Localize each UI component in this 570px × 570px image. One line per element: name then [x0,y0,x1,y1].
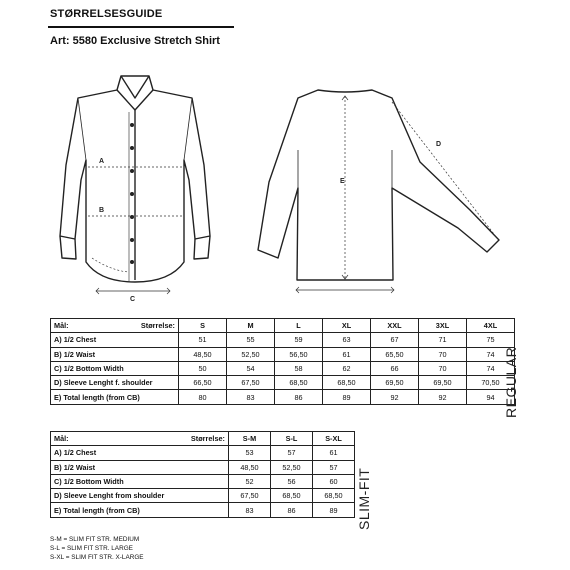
table-cell: 74 [467,347,515,361]
table-row [51,333,515,347]
table-cell: 74 [467,361,515,375]
table-cell: 52,50 [227,347,275,361]
label-b: B [99,207,105,214]
table-cell: 68,50 [313,489,355,503]
regular-header-row [51,319,515,333]
table-cell: 83 [229,503,271,517]
row-label: B) 1/2 Waist [51,347,179,361]
table-cell: 69,50 [419,376,467,390]
table-cell: 52,50 [271,460,313,474]
size-header: M [227,319,275,333]
table-cell: 53 [229,446,271,460]
shirt-buttons [130,123,134,264]
table-cell: 48,50 [229,460,271,474]
table-cell: 89 [323,390,371,404]
table-cell: 62 [323,361,371,375]
regular-size-table [50,318,515,405]
table-cell: 68,50 [323,376,371,390]
table-cell: 56,50 [275,347,323,361]
table-cell: 69,50 [371,376,419,390]
size-header: S-M [229,432,271,446]
row-label: C) 1/2 Bottom Width [51,361,179,375]
table-row [51,361,515,375]
table-cell: 83 [227,390,275,404]
row-label: D) Sleeve Lenght f. shoulder [51,376,179,390]
table-cell: 60 [313,474,355,488]
table-cell: 92 [419,390,467,404]
table-cell: 70 [419,361,467,375]
table-cell: 67 [371,333,419,347]
table-cell: 61 [323,347,371,361]
table-cell: 50 [179,361,227,375]
shirt-back-drawing [258,90,499,280]
legend-item: S-XL = SLIM FIT STR. X-LARGE [50,554,144,561]
slim-fit-size-table [50,431,355,518]
table-row [51,390,515,404]
row-label: A) 1/2 Chest [51,333,179,347]
shirt-front-drawing [60,76,210,282]
size-legend [50,535,144,562]
row-label: A) 1/2 Chest [51,446,229,460]
size-header: XL [323,319,371,333]
table-cell: 94 [467,390,515,404]
table-cell: 75 [467,333,515,347]
table-cell: 71 [419,333,467,347]
header-maal: Mål: [54,434,69,444]
label-e: E [340,178,345,185]
size-header: 4XL [467,319,515,333]
table-cell: 65,50 [371,347,419,361]
table-row [51,474,355,488]
legend-item: S-L = SLIM FIT STR. LARGE [50,545,133,552]
measure-lines-back [296,96,497,293]
table-cell: 55 [227,333,275,347]
slim-fit-side-label: SLIM-FIT [356,467,372,530]
table-cell: 67,50 [229,489,271,503]
regular-side-label: REGULAR [503,346,519,418]
header-maal: Mål: [54,321,69,331]
table-cell: 80 [179,390,227,404]
label-c: C [130,296,136,303]
table-cell: 59 [275,333,323,347]
table-cell: 54 [227,361,275,375]
slim-header-label [51,432,229,446]
table-cell: 68,50 [271,489,313,503]
row-label: D) Sleeve Lenght from shoulder [51,489,229,503]
table-cell: 66,50 [179,376,227,390]
regular-header-label [51,319,179,333]
label-a: A [99,158,105,165]
table-cell: 70,50 [467,376,515,390]
row-label: E) Total length (from CB) [51,503,229,517]
table-cell: 61 [313,446,355,460]
header-stoerrelse: Størrelse: [140,321,175,331]
row-label: E) Total length (from CB) [51,390,179,404]
slim-header-row [51,432,355,446]
table-cell: 57 [271,446,313,460]
table-cell: 63 [323,333,371,347]
label-d: D [436,141,442,148]
table-cell: 51 [179,333,227,347]
table-row [51,347,515,361]
legend-item: S-M = SLIM FIT STR. MEDIUM [50,536,140,543]
table-cell: 92 [371,390,419,404]
table-cell: 86 [271,503,313,517]
table-row [51,489,355,503]
table-cell: 70 [419,347,467,361]
table-cell: 66 [371,361,419,375]
table-cell: 67,50 [227,376,275,390]
size-header: 3XL [419,319,467,333]
table-row [51,446,355,460]
table-cell: 58 [275,361,323,375]
table-row [51,460,355,474]
size-header: S-L [271,432,313,446]
size-header: S-XL [313,432,355,446]
size-header: XXL [371,319,419,333]
size-header: L [275,319,323,333]
page-title: STØRRELSESGUIDE [50,8,163,20]
table-cell: 48,50 [179,347,227,361]
table-row [51,503,355,517]
table-cell: 86 [275,390,323,404]
table-cell: 52 [229,474,271,488]
row-label: B) 1/2 Waist [51,460,229,474]
table-row [51,376,515,390]
table-cell: 57 [313,460,355,474]
row-label: C) 1/2 Bottom Width [51,474,229,488]
article-name: Art: 5580 Exclusive Stretch Shirt [50,35,220,47]
size-header: S [179,319,227,333]
header-stoerrelse: Størrelse: [190,434,225,444]
table-cell: 68,50 [275,376,323,390]
table-cell: 56 [271,474,313,488]
table-cell: 89 [313,503,355,517]
